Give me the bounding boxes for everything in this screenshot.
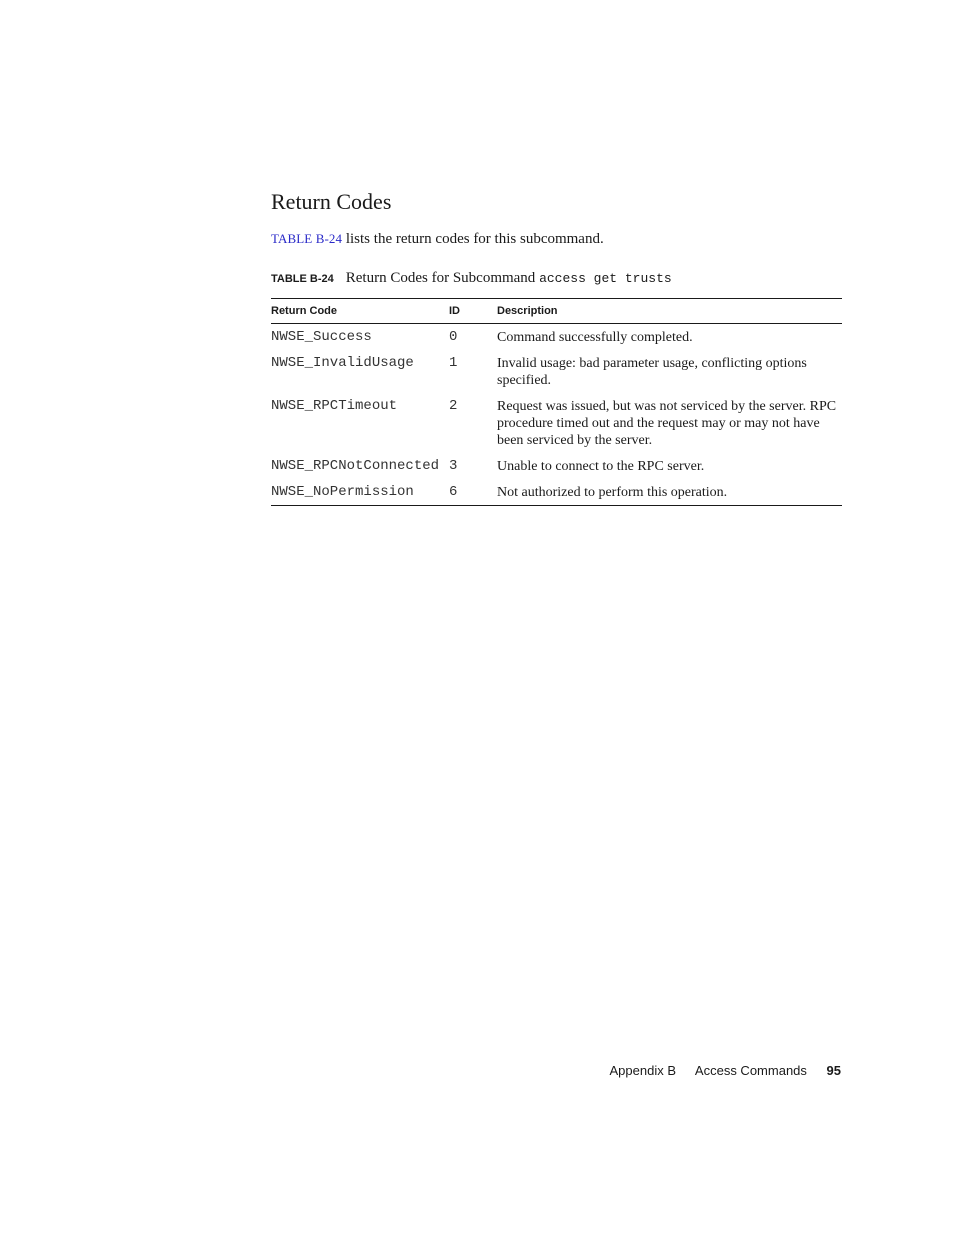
return-code-cell: NWSE_RPCTimeout (271, 398, 398, 414)
table-cross-reference-link[interactable]: TABLE B-24 (271, 231, 343, 246)
header-description: Description (497, 299, 842, 324)
id-cell: 1 (449, 355, 458, 371)
description-cell: Command successfully completed. (497, 330, 693, 345)
return-code-cell: NWSE_NoPermission (271, 480, 449, 506)
header-return-code: Return Code (271, 299, 449, 324)
page-content (271, 188, 842, 506)
table-header-row (271, 299, 842, 324)
table-row (271, 394, 842, 454)
return-code-cell: NWSE_InvalidUsage (271, 355, 414, 371)
section-heading: Return Codes (271, 189, 392, 214)
footer-page-number: 95 (826, 1063, 841, 1078)
description-cell: Request was issued, but was not serviced by the server. RPC procedure timed out and the request may or may not have been serviced by the server. (497, 399, 837, 448)
table-caption (271, 268, 842, 289)
table-row (271, 324, 842, 352)
table-caption-label: TABLE B-24 (271, 273, 334, 285)
page-footer (610, 1063, 841, 1079)
description-cell: Not authorized to perform this operation. (497, 480, 842, 506)
description-cell: Unable to connect to the RPC server. (497, 459, 705, 474)
header-id: ID (449, 299, 497, 324)
footer-section-name: Access Commands (694, 1063, 807, 1078)
id-cell: 6 (449, 480, 497, 506)
table-row (271, 480, 842, 506)
description-cell: Invalid usage: bad parameter usage, conflicting options specified. (497, 356, 807, 388)
id-cell: 3 (449, 458, 458, 474)
intro-text: lists the return codes for this subcommand. (342, 231, 604, 247)
table-row (271, 454, 842, 480)
return-code-cell: NWSE_RPCNotConnected (271, 458, 440, 474)
intro-paragraph (271, 229, 842, 249)
id-cell: 2 (449, 398, 458, 414)
table-caption-text: Return Codes for Subcommand (345, 270, 540, 286)
footer-chapter: Appendix B (609, 1063, 677, 1078)
return-codes-table (271, 298, 842, 506)
table-row (271, 351, 842, 394)
return-code-cell: NWSE_Success (271, 329, 372, 345)
id-cell: 0 (449, 329, 458, 345)
table-caption-command: access get trusts (539, 271, 672, 286)
